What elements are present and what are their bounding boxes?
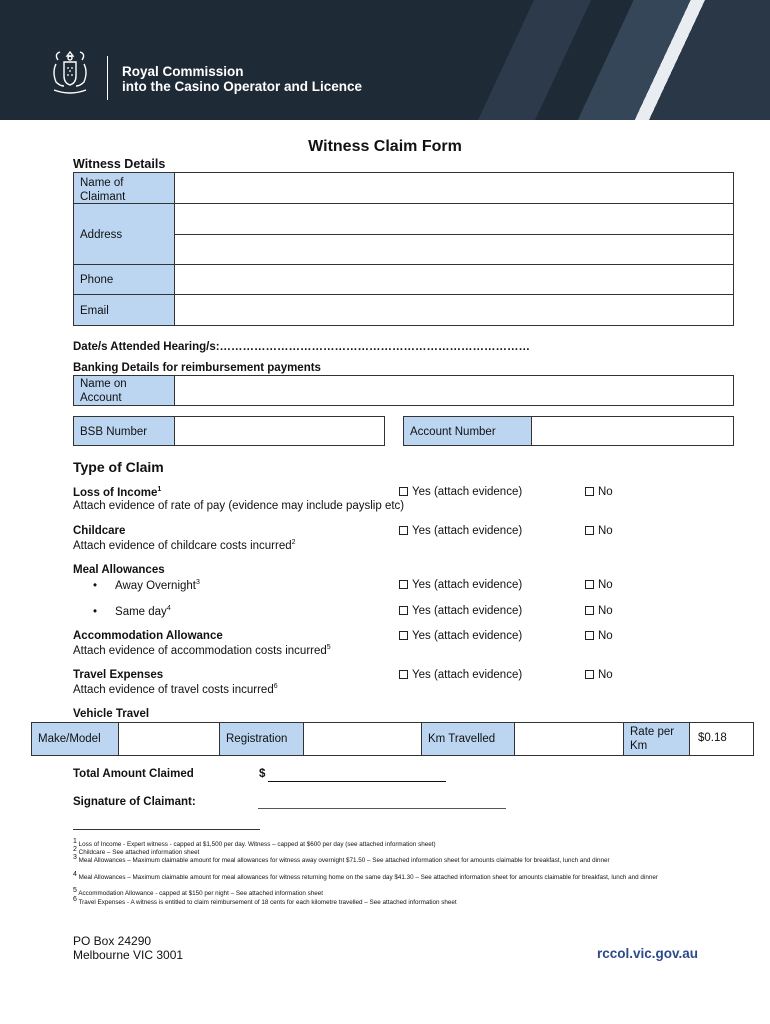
signature-field[interactable]	[258, 808, 506, 809]
rate-per-km-value: $0.18	[689, 722, 754, 756]
type-of-claim-heading: Type of Claim	[73, 459, 164, 475]
travel-expenses-yes-checkbox[interactable]: Yes (attach evidence)	[399, 669, 522, 681]
phone-field[interactable]	[174, 264, 734, 295]
rate-per-km-label: Rate per Km	[623, 722, 690, 756]
org-name-line2: into the Casino Operator and Licence	[122, 79, 363, 94]
accommodation-yes-checkbox[interactable]: Yes (attach evidence)	[399, 630, 522, 642]
website-link[interactable]: rccol.vic.gov.au	[597, 946, 699, 961]
address-label: Address	[73, 203, 175, 265]
account-number-field[interactable]	[531, 416, 734, 446]
banner-divider	[107, 56, 108, 100]
childcare-no-checkbox[interactable]: No	[585, 525, 613, 537]
banking-details-heading: Banking Details for reimbursement payments	[73, 362, 321, 374]
address-field-line1[interactable]	[174, 203, 734, 235]
km-travelled-field[interactable]	[514, 722, 624, 756]
away-overnight-item: • Away Overnight$^3$	[93, 579, 200, 592]
email-label: Email	[73, 294, 175, 326]
banner-stripe	[470, 0, 770, 120]
childcare-yes-checkbox[interactable]: Yes (attach evidence)	[399, 525, 522, 537]
email-field[interactable]	[174, 294, 734, 326]
total-amount-prefix: $	[259, 768, 266, 780]
dates-attended-field[interactable]: Date/s Attended Hearing/s:………………………………………………………………………	[73, 341, 531, 353]
travel-expenses-note: Attach evidence of travel costs incurred$^6$	[73, 683, 278, 696]
away-overnight-no-checkbox[interactable]: No	[585, 579, 613, 591]
registration-field[interactable]	[303, 722, 422, 756]
victoria-coat-of-arms-icon	[46, 44, 94, 100]
name-on-account-label: Name on Account	[73, 375, 175, 406]
travel-expenses-no-checkbox[interactable]: No	[585, 669, 613, 681]
loss-of-income-no-checkbox[interactable]: No	[585, 486, 613, 498]
header-banner	[0, 0, 770, 120]
same-day-yes-checkbox[interactable]: Yes (attach evidence)	[399, 605, 522, 617]
bsb-number-label: BSB Number	[73, 416, 175, 446]
footnote-3: $^3$ Meal Allowances – Maximum claimable amount for meal allowances for witness away overnight $71.50 – See attached information sheet for amounts claimable for breakfast, lunch and dinner	[73, 854, 610, 865]
address-field-line2[interactable]	[174, 234, 734, 265]
footnote-2: $^2$ Childcare – See attached information sheet	[73, 846, 200, 857]
postal-address-line1: PO Box 24290	[73, 934, 152, 948]
phone-label: Phone	[73, 264, 175, 295]
accommodation-note: Attach evidence of accommodation costs incurred$^5$	[73, 644, 331, 657]
footnote-1: $^1$ Loss of Income - Expert witness - capped at $1,500 per day. Witness – capped at $600 per day (see attached information sheet)	[73, 838, 436, 849]
childcare-title: Childcare	[73, 525, 126, 537]
accommodation-no-checkbox[interactable]: No	[585, 630, 613, 642]
bsb-number-field[interactable]	[174, 416, 385, 446]
footnote-6: $^6$ Travel Expenses - A witness is entitled to claim reimbursement of 18 cents for each kilometre travelled – See attached information sheet	[73, 896, 457, 907]
footnote-divider	[73, 829, 260, 830]
away-overnight-yes-checkbox[interactable]: Yes (attach evidence)	[399, 579, 522, 591]
footnote-5: $^5$ Accommodation Allowance - capped at $150 per night – See attached information sheet	[73, 887, 323, 898]
accommodation-title: Accommodation Allowance	[73, 630, 223, 642]
make-model-field[interactable]	[118, 722, 220, 756]
total-amount-label: Total Amount Claimed	[73, 768, 194, 780]
same-day-no-checkbox[interactable]: No	[585, 605, 613, 617]
total-amount-field[interactable]	[268, 781, 446, 782]
name-of-claimant-field[interactable]	[174, 172, 734, 204]
vehicle-travel-heading: Vehicle Travel	[73, 708, 150, 720]
signature-label: Signature of Claimant:	[73, 796, 196, 808]
org-name-line1: Royal Commission	[122, 64, 244, 79]
name-on-account-field[interactable]	[174, 375, 734, 406]
witness-details-heading: Witness Details	[73, 157, 166, 171]
footnote-4: $^4$ Meal Allowances – Maximum claimable amount for meal allowances for witness returning home on the same day $41.30 – See attached information sheet for amounts claimable for breakfast, lunch and dinner	[73, 871, 658, 882]
page-title: Witness Claim Form	[308, 138, 462, 155]
travel-expenses-title: Travel Expenses	[73, 669, 164, 681]
loss-of-income-yes-checkbox[interactable]: Yes (attach evidence)	[399, 486, 522, 498]
same-day-item: • Same day$^4$	[93, 605, 171, 618]
make-model-label: Make/Model	[31, 722, 119, 756]
registration-label: Registration	[219, 722, 304, 756]
loss-of-income-note: Attach evidence of rate of pay (evidence may include payslip etc)	[73, 500, 405, 512]
postal-address-line2: Melbourne VIC 3001	[73, 948, 184, 962]
childcare-note: Attach evidence of childcare costs incurred$^2$	[73, 539, 296, 552]
loss-of-income-title: Loss of Income$^1$	[73, 486, 162, 499]
meal-allowances-title: Meal Allowances	[73, 564, 165, 576]
km-travelled-label: Km Travelled	[421, 722, 515, 756]
account-number-label: Account Number	[403, 416, 532, 446]
name-of-claimant-label: Name of Claimant	[73, 172, 175, 204]
